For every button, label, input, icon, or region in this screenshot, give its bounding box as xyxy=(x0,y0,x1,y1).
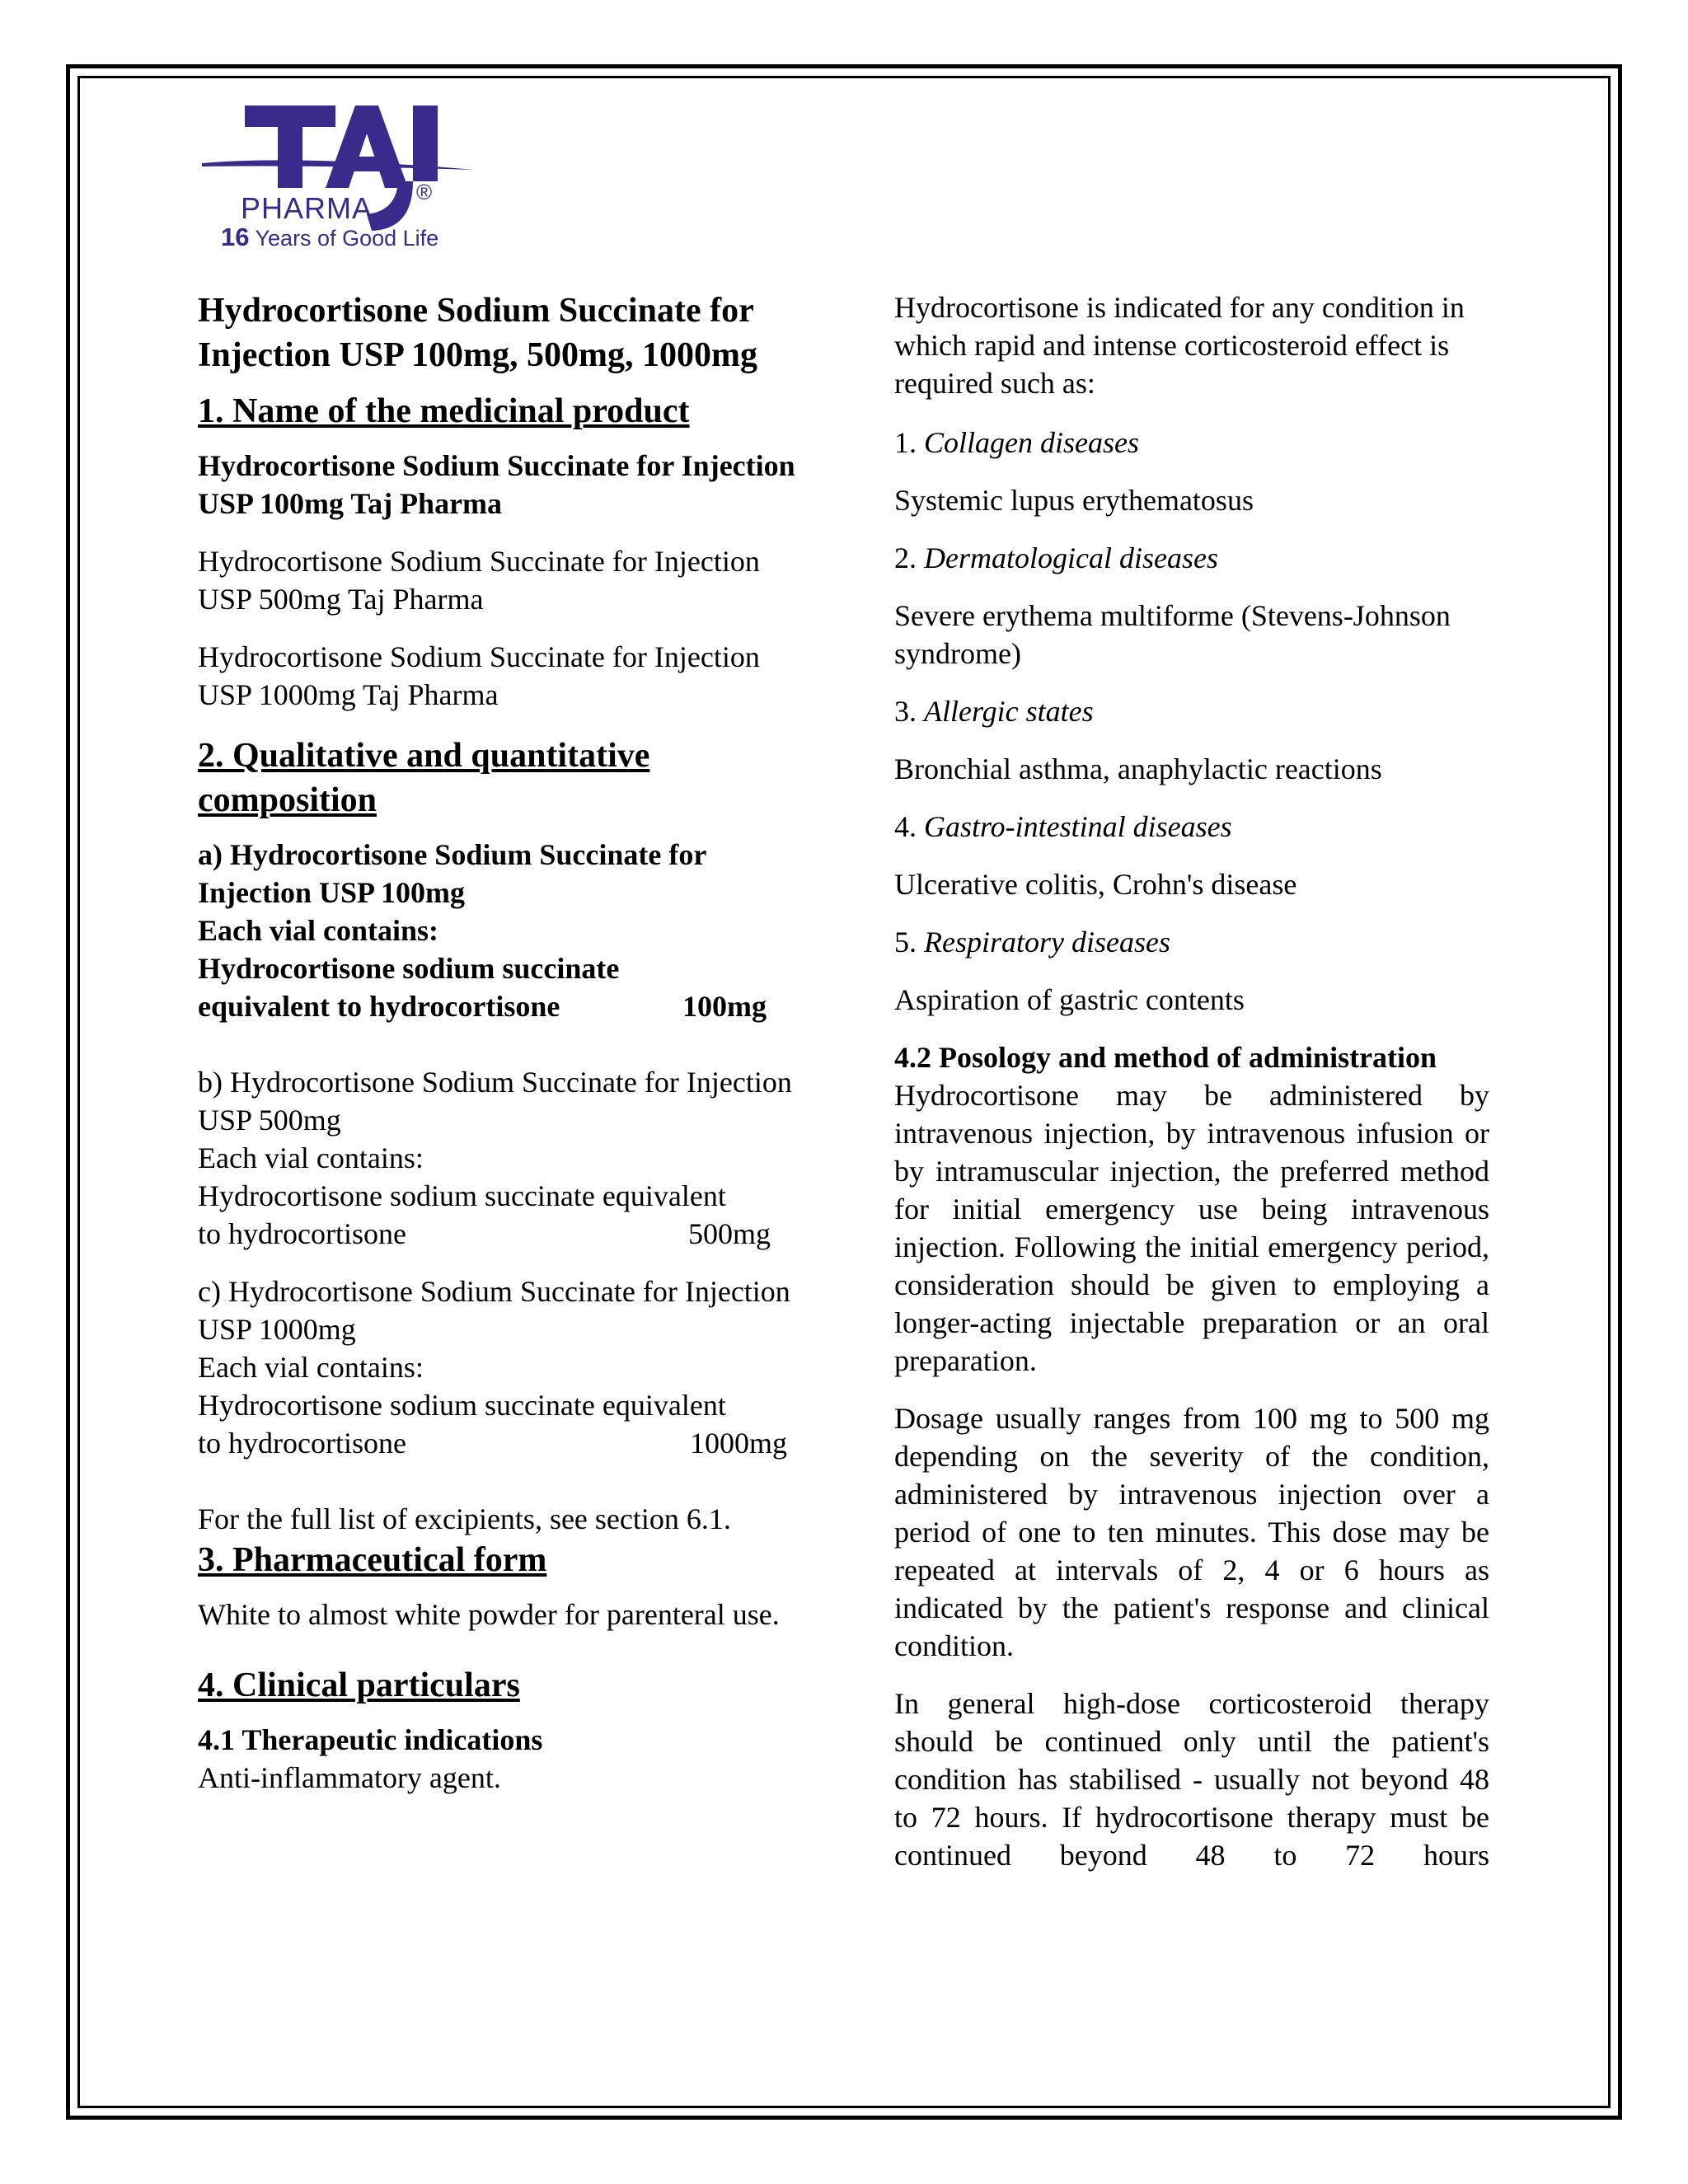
indication-3-text: Bronchial asthma, anaphylactic reactions xyxy=(894,752,1382,785)
logo-years-number: 16 xyxy=(221,223,250,251)
indication-3-label: Allergic states xyxy=(924,695,1094,728)
logo-tagline xyxy=(221,223,438,252)
section-2-heading: 2. Qualitative and quantitative composition xyxy=(198,737,650,819)
indication-5-label: Respiratory diseases xyxy=(924,926,1170,958)
composition-a-line4: equivalent to hydrocortisone xyxy=(198,990,560,1023)
indication-1-text: Systemic lupus erythematosus xyxy=(894,484,1254,517)
indication-4-number: 4. xyxy=(894,810,924,843)
composition-a-line2: Each vial contains: xyxy=(198,914,439,947)
section-4-heading: 4. Clinical particulars xyxy=(198,1666,520,1704)
indication-2-number: 2. xyxy=(894,541,924,574)
indication-1-heading xyxy=(894,424,1489,462)
composition-b-line2: Each vial contains: xyxy=(198,1141,424,1174)
composition-c xyxy=(198,1272,799,1462)
indication-1-label: Collagen diseases xyxy=(924,426,1139,459)
indication-5-heading xyxy=(894,923,1489,961)
pharmaceutical-form-text: White to almost white powder for parenteral use. xyxy=(198,1598,780,1631)
composition-c-row xyxy=(198,1424,787,1462)
composition-a xyxy=(198,836,799,1025)
indication-2-heading xyxy=(894,539,1489,577)
composition-a-line3: Hydrocortisone sodium succinate xyxy=(198,952,620,985)
logo-registered-mark: ® xyxy=(416,180,433,204)
indication-2-text: Severe erythema multiforme (Stevens-Johnson syndrome) xyxy=(894,599,1451,670)
right-column xyxy=(894,288,1489,1874)
composition-b-amount: 500mg xyxy=(687,1217,771,1250)
product-name-100mg: Hydrocortisone Sodium Succinate for Injection USP 100mg Taj Pharma xyxy=(198,449,795,520)
composition-c-amount: 1000mg xyxy=(689,1427,787,1460)
composition-a-amount: 100mg xyxy=(682,990,767,1023)
section-4-2-heading: 4.2 Posology and method of administration xyxy=(894,1041,1437,1074)
posology-paragraph-3: In general high-dose corticosteroid therapy should be continued only until the patient's condition has stabilised - usually not beyond 48 to 72 hours. If hydrocortisone therapy must be continued beyond 48 to 72 hours xyxy=(894,1687,1489,1872)
composition-b-line4: to hydrocortisone xyxy=(198,1217,406,1250)
composition-b-line3: Hydrocortisone sodium succinate equivalent xyxy=(198,1179,726,1212)
composition-c-line4: to hydrocortisone xyxy=(198,1427,406,1460)
section-4-1-text: Anti-inflammatory agent. xyxy=(198,1761,501,1794)
indication-2-label: Dermatological diseases xyxy=(924,541,1218,574)
composition-c-line3: Hydrocortisone sodium succinate equivalent xyxy=(198,1389,726,1422)
composition-a-line1: a) Hydrocortisone Sodium Succinate for Injection USP 100mg xyxy=(198,838,706,909)
composition-b-row xyxy=(198,1215,771,1253)
composition-c-line1: c) Hydrocortisone Sodium Succinate for Injection USP 1000mg xyxy=(198,1275,790,1346)
indication-5-text: Aspiration of gastric contents xyxy=(894,983,1245,1016)
logo-pharma-text: PHARMA xyxy=(241,191,373,225)
posology-paragraph-1: Hydrocortisone may be administered by intravenous injection, by intravenous infusion or by intramuscular injection, the preferred method for initial emergency use being intravenous injection. Following the initial emergency period, consideration should be given to employing a longer-acting injectable preparation or an oral preparation. xyxy=(894,1079,1489,1377)
product-name-500mg: Hydrocortisone Sodium Succinate for Injection USP 500mg Taj Pharma xyxy=(198,545,760,616)
composition-b xyxy=(198,1063,799,1253)
section-3-heading: 3. Pharmaceutical form xyxy=(198,1541,547,1579)
indication-4-label: Gastro-intestinal diseases xyxy=(924,810,1232,843)
composition-b-line1: b) Hydrocortisone Sodium Succinate for Injection USP 500mg xyxy=(198,1066,792,1137)
product-name-1000mg: Hydrocortisone Sodium Succinate for Injection USP 1000mg Taj Pharma xyxy=(198,640,760,711)
section-4-1-heading: 4.1 Therapeutic indications xyxy=(198,1723,543,1756)
indications-intro: Hydrocortisone is indicated for any condition in which rapid and intense corticosteroid effect is required such as: xyxy=(894,291,1465,400)
logo-years-text: Years of Good Life xyxy=(255,226,439,251)
section-1-heading: 1. Name of the medicinal product xyxy=(198,392,690,430)
indication-5-number: 5. xyxy=(894,926,924,958)
indication-4-text: Ulcerative colitis, Crohn's disease xyxy=(894,868,1297,901)
excipients-note: For the full list of excipients, see section 6.1. xyxy=(198,1502,731,1535)
composition-a-row xyxy=(198,987,767,1025)
document-title: Hydrocortisone Sodium Succinate for Injection USP 100mg, 500mg, 1000mg xyxy=(198,292,757,374)
indication-1-number: 1. xyxy=(894,426,924,459)
indication-3-heading xyxy=(894,692,1489,730)
posology-paragraph-2: Dosage usually ranges from 100 mg to 500 mg depending on the severity of the condition, administered by intravenous injection over a period of one to ten minutes. This dose may be repeated at intervals of 2, 4 or 6 hours as indicated by the patient's response and clinical condition. xyxy=(894,1402,1489,1662)
indication-4-heading xyxy=(894,808,1489,846)
left-column xyxy=(198,288,799,1797)
composition-c-line2: Each vial contains: xyxy=(198,1351,424,1384)
indication-3-number: 3. xyxy=(894,695,924,728)
